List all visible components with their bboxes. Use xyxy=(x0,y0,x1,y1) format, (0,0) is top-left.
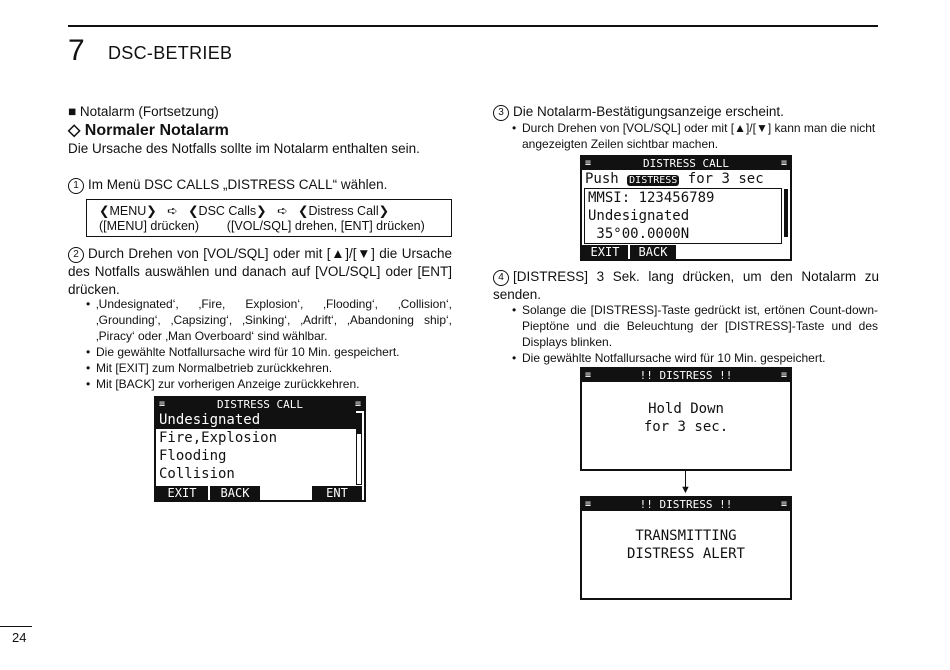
menu-icon: ≡ xyxy=(780,499,787,510)
menu-icon: ≡ xyxy=(585,158,592,169)
lcd-push-line: Push DISTRESS for 3 sec xyxy=(585,171,764,187)
list-item: • Mit [BACK] zur vorherigen Anzeige zurückkehren. xyxy=(86,376,452,392)
lcd-line: DISTRESS ALERT xyxy=(626,546,745,562)
lcd-item: Fire,Explosion xyxy=(159,430,278,446)
distress-key-badge: DISTRESS xyxy=(629,175,678,186)
step-number-badge: 2 xyxy=(68,247,84,263)
chapter-number: 7 xyxy=(68,34,85,67)
lcd-item: Collision xyxy=(159,466,235,482)
softkey-back: BACK xyxy=(210,486,260,500)
menu-icon: ≡ xyxy=(780,158,787,169)
lcd-hold-down xyxy=(580,367,792,471)
menu-icon: ≡ xyxy=(354,399,361,410)
step-3: 3 Die Notalarm-Bestätigungsanzeige erscheint. xyxy=(493,103,784,121)
page-number: 24 xyxy=(12,630,27,645)
lcd-title-bar: ≡ !! DISTRESS !! ≡ xyxy=(582,369,790,382)
step-number-badge: 1 xyxy=(68,178,84,194)
menu-icon: ≡ xyxy=(585,370,592,381)
lcd-line: Undesignated xyxy=(588,208,690,224)
menu-icon: ≡ xyxy=(159,399,166,410)
list-item: • Solange die [DISTRESS]-Taste gedrückt ist, ertönen Count-down-Pieptöne und die Beleuchtung der [DISTRESS]-Taste und des Displays blinken. xyxy=(512,302,878,350)
diamond-icon: ◇ xyxy=(68,122,81,139)
menu-hint: ([MENU] drücken) ([VOL/SQL] drehen, [ENT] drücken) xyxy=(99,219,425,233)
step-4: 4 [DISTRESS] 3 Sek. lang drücken, um den Notalarm zu senden. xyxy=(493,269,879,302)
lcd-title-bar: ≡ !! DISTRESS !! ≡ xyxy=(582,498,790,511)
intro-text: Die Ursache des Notfalls sollte im Notalarm enthalten sein. xyxy=(68,141,420,156)
lcd-transmitting xyxy=(580,496,792,600)
step-3-bullets xyxy=(512,120,878,152)
section-label: ■ Notalarm (Fortsetzung) xyxy=(68,104,219,119)
square-bullet-icon: ■ xyxy=(68,104,77,119)
lcd-info-box xyxy=(584,188,782,244)
lcd-scrollbar xyxy=(784,189,788,237)
softkey-exit: EXIT xyxy=(582,245,628,259)
lcd-item: Undesignated xyxy=(156,411,356,429)
lcd-item: Flooding xyxy=(159,448,227,464)
lcd-scrollbar xyxy=(356,413,362,485)
list-item: • Durch Drehen von [VOL/SQL] oder mit [▲]/[▼] kann man die nicht angezeigten Zeilen sichtbar machen. xyxy=(512,120,878,152)
menu-path-box xyxy=(86,199,452,237)
footer-rule xyxy=(0,626,32,627)
header-rule xyxy=(68,25,878,27)
lcd-softkeys xyxy=(582,245,790,259)
lcd-line: 35°00.0000N xyxy=(588,226,690,242)
step-1: 1 Im Menü DSC CALLS „DISTRESS CALL“ wählen. xyxy=(68,176,387,194)
lcd-line: for 3 sec. xyxy=(643,419,729,435)
lcd-distress-call-list xyxy=(154,396,366,502)
lcd-line: MMSI: 123456789 xyxy=(588,190,715,206)
menu-icon: ≡ xyxy=(780,370,787,381)
lcd-line: Hold Down xyxy=(648,401,724,417)
list-item: • Die gewählte Notfallursache wird für 10 Min. gespeichert. xyxy=(86,344,452,360)
softkey-ent: ENT xyxy=(312,486,362,500)
lcd-line: TRANSMITTING xyxy=(635,528,737,544)
chapter-title: DSC-BETRIEB xyxy=(108,43,233,63)
menu-icon: ≡ xyxy=(585,499,592,510)
list-item: • Die gewählte Notfallursache wird für 10 Min. gespeichert. xyxy=(512,350,878,366)
step-number-badge: 3 xyxy=(493,105,509,121)
step-2-bullets xyxy=(86,296,452,392)
step-2: 2 Durch Drehen von [VOL/SQL] oder mit [▲]/[▼] die Ursache des Notfalls auswählen und danach auf [VOL/SQL] oder [ENT] drücken. xyxy=(68,246,452,297)
lcd-softkeys xyxy=(156,486,364,500)
section-heading: ◇ Normaler Notalarm xyxy=(68,122,229,139)
step-number-badge: 4 xyxy=(493,270,509,286)
step-4-bullets xyxy=(512,302,878,366)
lcd-title-bar: ≡ DISTRESS CALL ≡ xyxy=(156,398,364,411)
lcd-distress-confirm xyxy=(580,155,792,261)
lcd-title-bar: ≡ DISTRESS CALL ≡ xyxy=(582,157,790,170)
softkey-exit: EXIT xyxy=(156,486,208,500)
menu-path: ❮MENU❯ ➪ ❮DSC Calls❯ ➪ ❮Distress Call❯ xyxy=(99,204,390,218)
list-item: • Mit [EXIT] zum Normalbetrieb zurückkehren. xyxy=(86,360,452,376)
arrow-down-icon: ▼ xyxy=(680,484,691,496)
list-item: • ‚Undesignated‘, ‚Fire, Explosion‘, ‚Flooding‘, ‚Collision‘, ‚Grounding‘, ‚Capsizing‘, ‚Sinking‘, ‚Adrift‘, ‚Abandoning ship‘, ‚Piracy‘ oder ‚Man Overboard‘ sind wählbar. xyxy=(86,296,452,344)
softkey-back: BACK xyxy=(630,245,676,259)
